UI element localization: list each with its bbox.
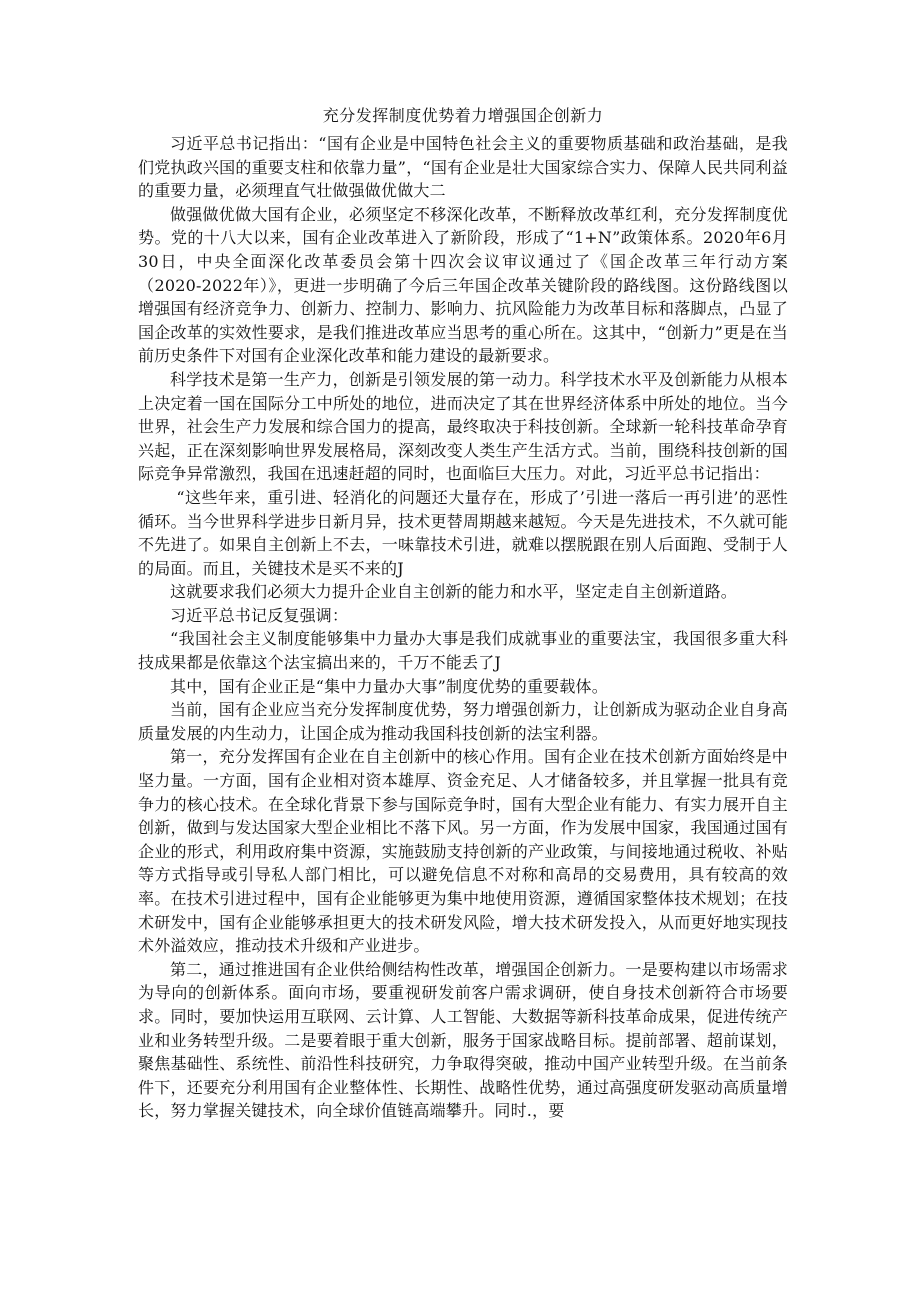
paragraph: 习近平总书记反复强调： [170, 605, 349, 625]
document-page [138, 104, 788, 1123]
paragraph: 这就要求我们必须大力提升企业自主创新的能力和水平，坚定走自主创新道路。 [170, 582, 738, 602]
paragraph: 第二，通过推进国有企业供给侧结构性改革，增强国企创新力。一是要构建以市场需求为导向的创新体系。面向市场，要重视研发前客户需求调研，使自身技术创新符合市场要求。同时，要加快运用互联网、云计算、人工智能、大数据等新科技革命成果，促进传统产业和业务转型升级。二是要着眼于重大创新，服务于国家战略目标。提前部署、超前谋划，聚焦基础性、系统性、前沿性科技研究，力争取得突破，推动中国产业转型升级。在当前条件下，还要充分利用国有企业整体性、长期性、战略性优势，通过高强度研发驱动高质量增长，努力掌握关键技术，向全球价值链高端攀升。同时.，要 [138, 959, 788, 1121]
paragraph: 第一，充分发挥国有企业在自主创新中的核心作用。国有企业在技术创新方面始终是中坚力量。一方面，国有企业相对资本雄厚、资金充足、人才储备较多，并且掌握一批具有竞争力的核心技术。在全球化背景下参与国际竞争时，国有大型企业有能力、有实力展开自主创新，做到与发达国家大型企业相比不落下风。另一方面，作为发展中国家，我国通过国有企业的形式，利用政府集中资源，实施鼓励支持创新的产业政策，与间接地通过税收、补贴等方式指导或引导私人部门相比，可以避免信息不对称和高昂的交易费用，具有较高的效率。在技术引进过程中，国有企业能够更为集中地使用资源，遵循国家整体技术规划；在技术研发中，国有企业能够承担更大的技术研发风险，增大技术研发投入，从而更好地实现技术外溢效应，推动技术升级和产业进步。 [138, 747, 788, 956]
quote-paragraph: “这些年来，重引进、轻消化的问题还大量存在，形成了’引进一落后一再引进’的恶性循环。当今世界科学进步日新月异，技术更替周期越来越短。今天是先进技术，不久就可能不先进了。如果自主创新上不去，一味靠技术引进，就难以摆脱跟在别人后面跑、受制于人的局面。而且，关键技术是买不来的J [138, 487, 788, 578]
document-title: 充分发挥制度优势着力增强国企创新力 [322, 106, 604, 125]
paragraph: 做强做优做大国有企业，必须坚定不移深化改革，不断释放改革红利，充分发挥制度优势。党的十八大以来，国有企业改革进入了新阶段，形成了“1+N”政策体系。2020年6月30日，中央全面深化改革委员会第十四次会议审议通过了《国企改革三年行动方案（2020-2022年）》，更进一步明确了今后三年国企改革关键阶段的路线图。这份路线图以增强国有经济竞争力、创新力、控制力、影响力、抗风险能力为改革目标和落脚点，凸显了国企改革的实效性要求，是我们推进改革应当思考的重心所在。这其中，“创新力”更是在当前历史条件下对国有企业深化改革和能力建设的最新要求。 [138, 204, 788, 366]
paragraph: 其中，国有企业正是“集中力量办大事”制度优势的重要载体。 [170, 676, 608, 696]
paragraph: 当前，国有企业应当充分发挥制度优势，努力增强创新力，让创新成为驱动企业自身高质量发展的内生动力，让国企成为推动我国科技创新的法宝利器。 [138, 700, 788, 743]
paragraph: 习近平总书记指出：“国有企业是中国特色社会主义的重要物质基础和政治基础，是我们党执政兴国的重要支柱和依靠力量”，“国有企业是壮大国家综合实力、保障人民共同利益的重要力量，必须理直气壮做强做优做大二 [138, 134, 788, 201]
quote-paragraph: “我国社会主义制度能够集中力量办大事是我们成就事业的重要法宝，我国很多重大科技成果都是依靠这个法宝搞出来的，千万不能丢了J [138, 629, 788, 673]
paragraph: 科学技术是第一生产力，创新是引领发展的第一动力。科学技术水平及创新能力从根本上决定着一国在国际分工中所处的地位，进而决定了其在世界经济体系中所处的地位。当今世界，社会生产力发展和综合国力的提高，最终取决于科技创新。全球新一轮科技革命孕育兴起，正在深刻影响世界发展格局，深刻改变人类生产生活方式。当前，围绕科技创新的国际竞争异常激烈，我国在迅速赶超的同时，也面临巨大压力。对此，习近平总书记指出： [138, 369, 788, 484]
